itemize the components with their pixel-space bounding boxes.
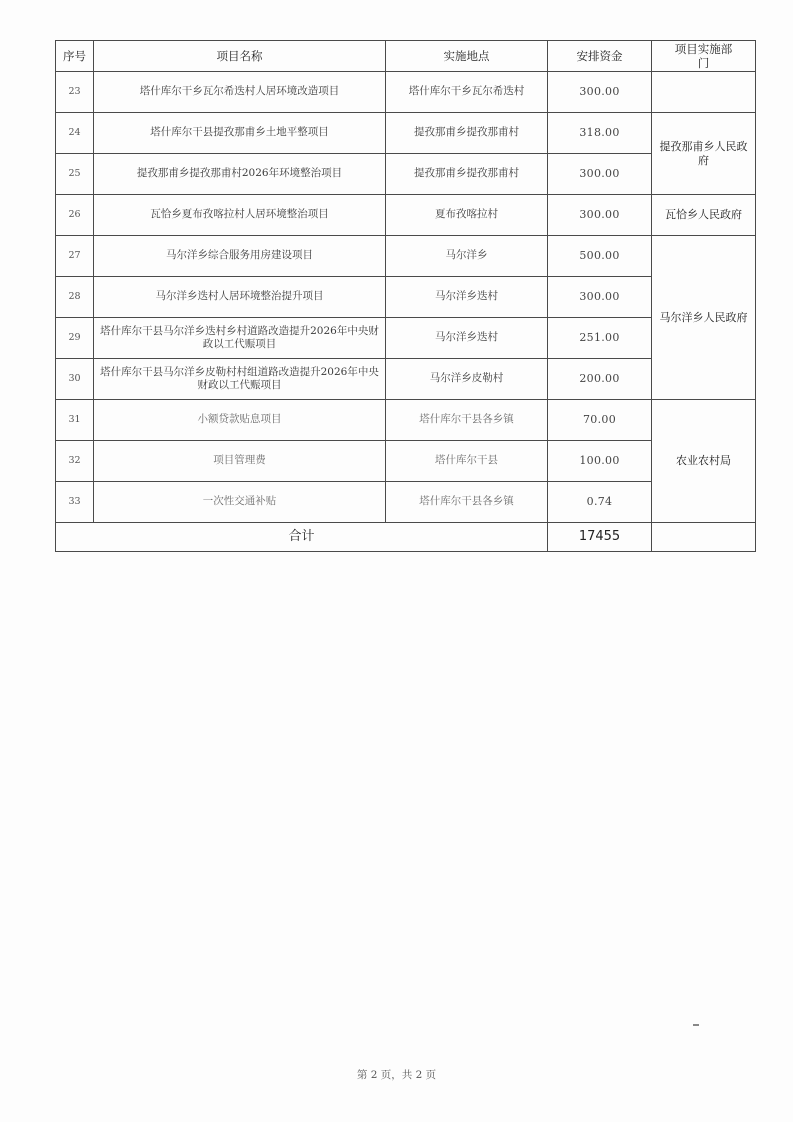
department-maeryang: 马尔洋乡人民政府 <box>652 236 756 400</box>
table-header-row <box>56 41 756 72</box>
row-location: 马尔洋乡迭村 <box>386 277 548 318</box>
row-seq: 32 <box>56 441 94 482</box>
table-row <box>56 318 756 359</box>
row-seq: 23 <box>56 72 94 113</box>
project-funds-table <box>55 40 756 552</box>
row-location: 马尔洋乡迭村 <box>386 318 548 359</box>
table-row <box>56 195 756 236</box>
row-funds: 500.00 <box>548 236 652 277</box>
header-seq: 序号 <box>56 41 94 72</box>
row-seq: 27 <box>56 236 94 277</box>
row-funds: 0.74 <box>548 482 652 523</box>
row-funds: 200.00 <box>548 359 652 400</box>
row-location: 夏布孜喀拉村 <box>386 195 548 236</box>
scan-mark <box>693 1024 699 1026</box>
row-seq: 24 <box>56 113 94 154</box>
row-location: 马尔洋乡皮勒村 <box>386 359 548 400</box>
row-funds: 70.00 <box>548 400 652 441</box>
row-seq: 26 <box>56 195 94 236</box>
table-row <box>56 400 756 441</box>
row-project-name: 塔什库尔干县提孜那甫乡土地平整项目 <box>94 113 386 154</box>
table-row <box>56 113 756 154</box>
row-seq: 33 <box>56 482 94 523</box>
row-project-name: 提孜那甫乡提孜那甫村2026年环境整治项目 <box>94 154 386 195</box>
table-row <box>56 72 756 113</box>
row-project-name: 马尔洋乡迭村人居环境整治提升项目 <box>94 277 386 318</box>
header-location: 实施地点 <box>386 41 548 72</box>
total-row <box>56 523 756 552</box>
row-funds: 251.00 <box>548 318 652 359</box>
department-waqia: 瓦恰乡人民政府 <box>652 195 756 236</box>
row-project-name: 小额贷款贴息项目 <box>94 400 386 441</box>
page-footer: 第 2 页，共 2 页 <box>356 1069 437 1081</box>
row-location: 马尔洋乡 <box>386 236 548 277</box>
table-row <box>56 154 756 195</box>
row-funds: 318.00 <box>548 113 652 154</box>
row-funds: 300.00 <box>548 195 652 236</box>
header-department: 项目实施部门 <box>652 41 756 72</box>
table-row <box>56 277 756 318</box>
total-label: 合计 <box>56 523 548 552</box>
table-row <box>56 441 756 482</box>
row-funds: 300.00 <box>548 154 652 195</box>
row-seq: 30 <box>56 359 94 400</box>
row-project-name: 项目管理费 <box>94 441 386 482</box>
row-project-name: 塔什库尔干乡瓦尔希迭村人居环境改造项目 <box>94 72 386 113</box>
row-project-name: 一次性交通补贴 <box>94 482 386 523</box>
header-funds: 安排资金 <box>548 41 652 72</box>
row-location: 塔什库尔干县 <box>386 441 548 482</box>
table-row <box>56 359 756 400</box>
row-seq: 29 <box>56 318 94 359</box>
row-location: 塔什库尔干乡瓦尔希迭村 <box>386 72 548 113</box>
total-department-empty <box>652 523 756 552</box>
row-funds: 300.00 <box>548 277 652 318</box>
total-value: 17455 <box>548 523 652 552</box>
row-seq: 31 <box>56 400 94 441</box>
row-location: 提孜那甫乡提孜那甫村 <box>386 113 548 154</box>
department-tizinafu: 提孜那甫乡人民政府 <box>652 113 756 195</box>
row-location: 塔什库尔干县各乡镇 <box>386 400 548 441</box>
table-row <box>56 482 756 523</box>
row-project-name: 马尔洋乡综合服务用房建设项目 <box>94 236 386 277</box>
row-location: 提孜那甫乡提孜那甫村 <box>386 154 548 195</box>
row-project-name: 塔什库尔干县马尔洋乡迭村乡村道路改造提升2026年中央财政以工代赈项目 <box>94 318 386 359</box>
row-department-empty <box>652 72 756 113</box>
table-row <box>56 236 756 277</box>
row-location: 塔什库尔干县各乡镇 <box>386 482 548 523</box>
row-funds: 100.00 <box>548 441 652 482</box>
row-seq: 28 <box>56 277 94 318</box>
department-nongye: 农业农村局 <box>652 400 756 523</box>
row-funds: 300.00 <box>548 72 652 113</box>
header-project-name: 项目名称 <box>94 41 386 72</box>
row-project-name: 塔什库尔干县马尔洋乡皮勒村村组道路改造提升2026年中央财政以工代赈项目 <box>94 359 386 400</box>
row-project-name: 瓦恰乡夏布孜喀拉村人居环境整治项目 <box>94 195 386 236</box>
row-seq: 25 <box>56 154 94 195</box>
